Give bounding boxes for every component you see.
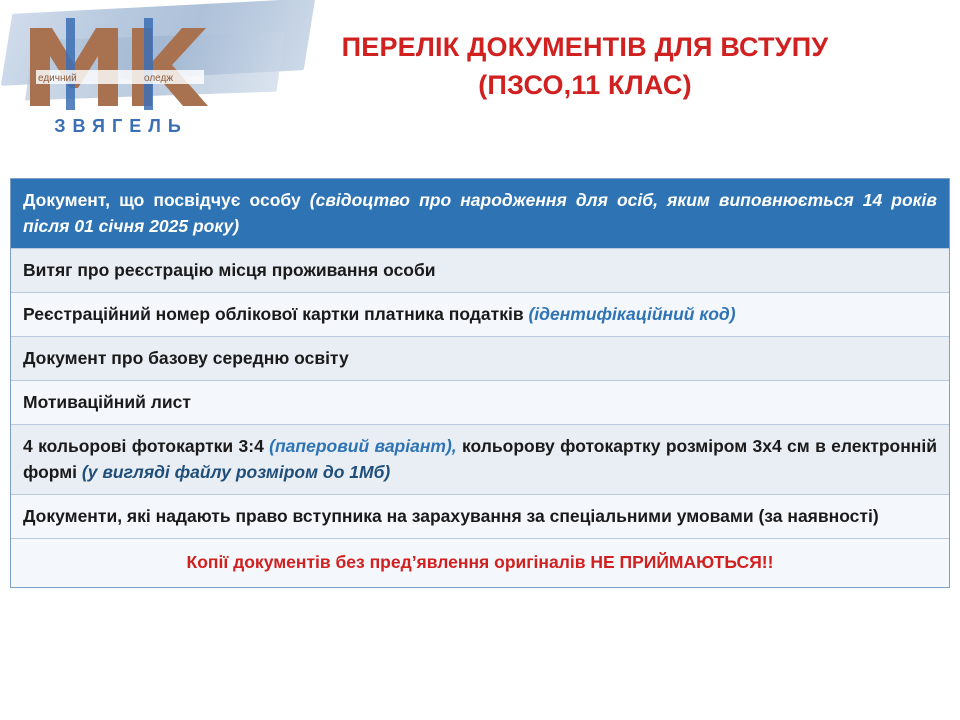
- row-text: Реєстраційний номер облікової картки платника податків: [23, 304, 529, 324]
- table-row: [11, 381, 949, 425]
- warning-note: Копії документів без пред’явлення оригіналів НЕ ПРИЙМАЮТЬСЯ!!: [11, 539, 949, 587]
- row-text-emphasis: (паперовий варіант),: [269, 436, 457, 456]
- logo-caption-left: едичний: [38, 73, 77, 84]
- row-text-emphasis: (свідоцтво про народження для осіб, яким виповнюється 14 років після 01 січня 2025 року): [23, 190, 937, 236]
- table-row: [11, 495, 949, 539]
- row-text-emphasis-2: (у вигляді файлу розміром до 1Мб): [81, 462, 391, 482]
- row-text: Витяг про реєстрацію місця проживання особи: [23, 260, 436, 280]
- logo-subtitle: ЗВЯГЕЛЬ: [54, 116, 188, 136]
- row-text: Документ про базову середню освіту: [23, 348, 349, 368]
- row-text-tail: кольорову фотокартку розміром 3х4 см в електронній формі: [23, 436, 937, 482]
- page-title: [230, 28, 940, 104]
- row-text-emphasis: (ідентифікаційний код): [528, 304, 736, 324]
- college-logo: [22, 18, 222, 158]
- logo-caption-right: оледж: [144, 73, 174, 84]
- row-text: Документ, що посвідчує особу: [23, 190, 310, 210]
- documents-table: [10, 178, 950, 588]
- logo-mk-icon: [22, 18, 212, 110]
- page-header: [0, 0, 960, 168]
- table-row: [11, 179, 949, 249]
- table-row: [11, 293, 949, 337]
- table-row: [11, 337, 949, 381]
- row-text: Документи, які надають право вступника на зарахування за спеціальними умовами (за наявності): [23, 506, 879, 526]
- row-text: 4 кольорові фотокартки 3:4: [23, 436, 270, 456]
- table-row: [11, 425, 949, 495]
- row-text: Мотиваційний лист: [23, 392, 191, 412]
- page-title-line-1: ПЕРЕЛІК ДОКУМЕНТІВ ДЛЯ ВСТУПУ: [341, 32, 829, 62]
- page-title-line-2: (ПЗСО,11 КЛАС): [478, 70, 692, 100]
- table-row: [11, 249, 949, 293]
